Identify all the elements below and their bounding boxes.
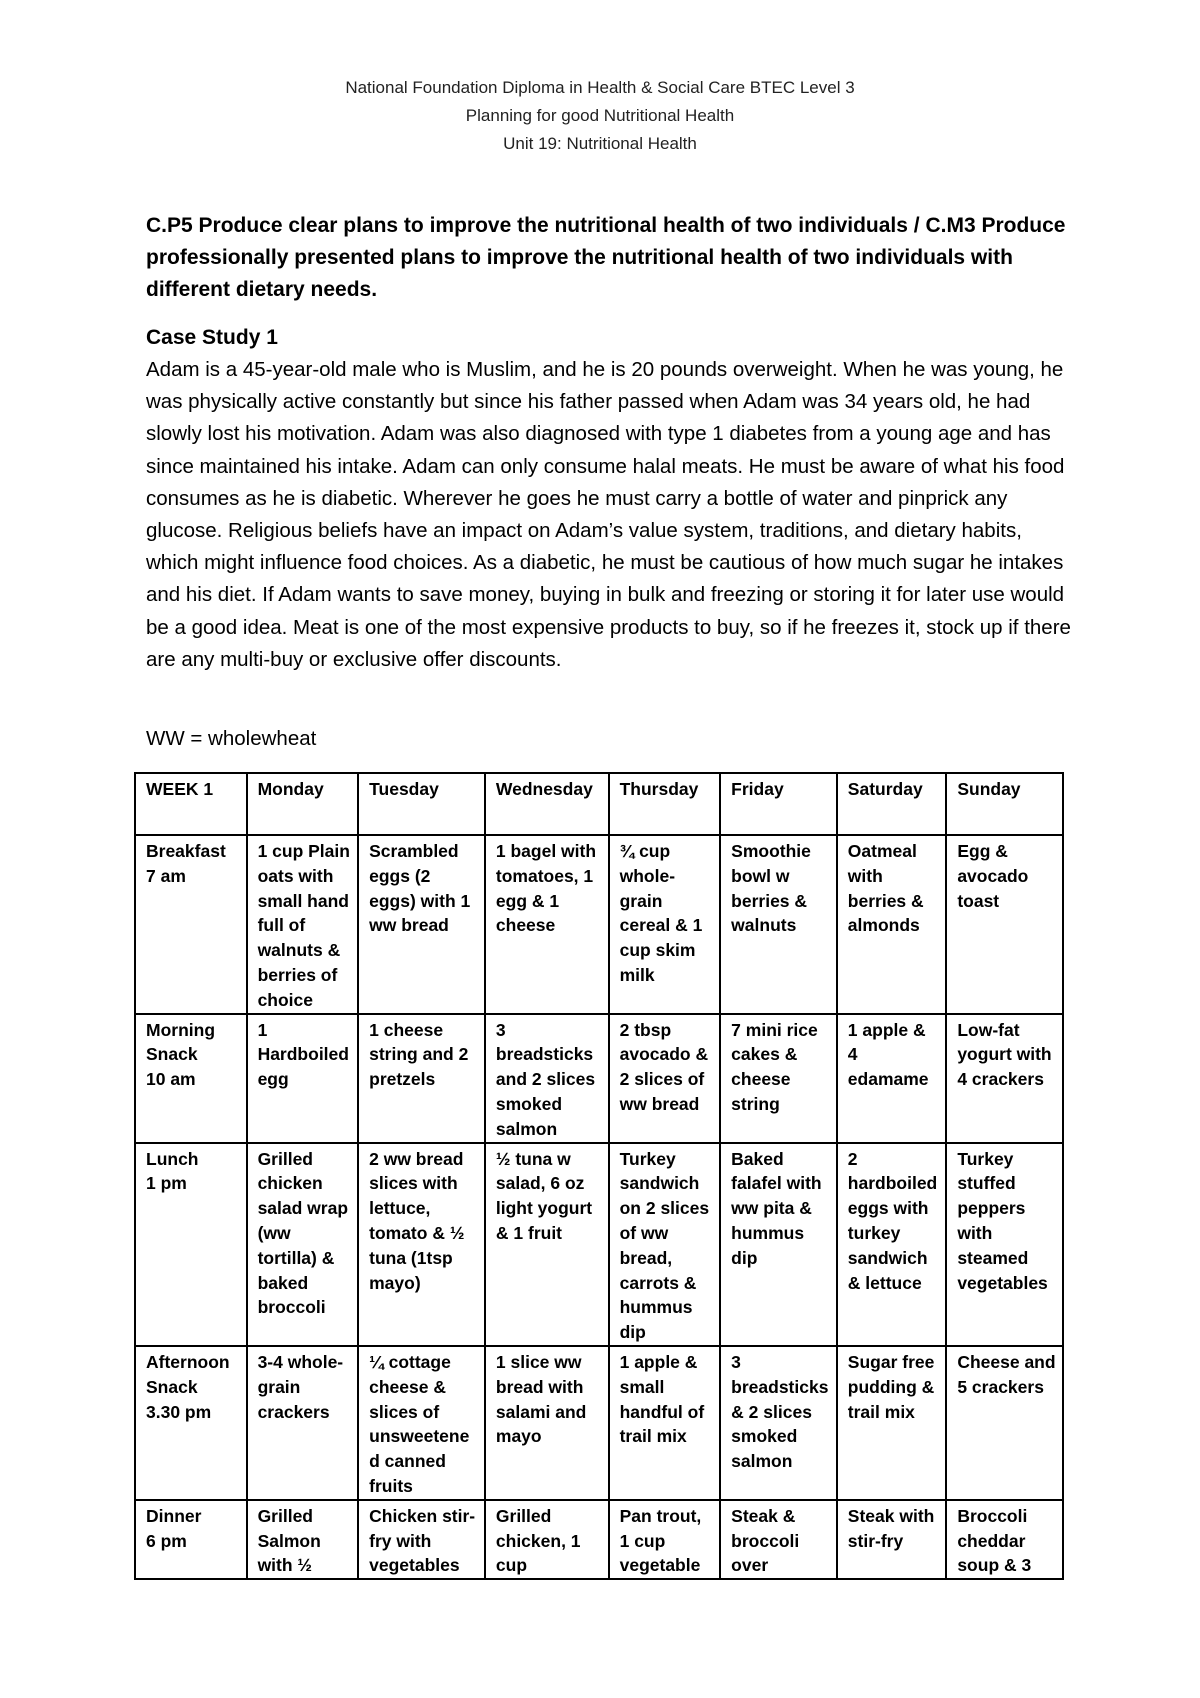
table-cell: 7 mini rice cakes & cheese string bbox=[720, 1014, 837, 1143]
assignment-criteria: C.P5 Produce clear plans to improve the nutritional health of two individuals / C.M3 Produce professionally presented plans to improve the nutritional health of two individuals with different dietary needs. bbox=[146, 214, 1066, 301]
table-cell: 1 Hardboiled egg bbox=[247, 1014, 359, 1143]
meal-label-cell bbox=[135, 1143, 247, 1346]
table-cell: ¼ cottage cheese & slices of unsweetened canned fruits bbox=[358, 1346, 485, 1500]
table-cell: 1 apple & small handful of trail mix bbox=[609, 1346, 721, 1500]
meal-name: Morning Snack bbox=[146, 1019, 216, 1065]
table-cell: 3 breadsticks and 2 slices smoked salmon bbox=[485, 1014, 609, 1143]
table-header-row bbox=[135, 773, 1063, 835]
header-cell: WEEK 1 bbox=[135, 773, 247, 835]
table-cell: Low-fat yogurt with 4 crackers bbox=[946, 1014, 1063, 1143]
table-cell: Grilled chicken salad wrap (ww tortilla) & baked broccoli bbox=[247, 1143, 359, 1346]
table-row bbox=[135, 1014, 1063, 1143]
table-cell: Steak & broccoli over bbox=[720, 1500, 837, 1579]
table-cell: 1 bagel with tomatoes, 1 egg & 1 cheese bbox=[485, 835, 609, 1014]
table-cell: 1 apple & 4 edamame bbox=[837, 1014, 947, 1143]
abbreviation-note: WW = wholewheat bbox=[146, 727, 317, 750]
table-cell: Chicken stir-fry with vegetables bbox=[358, 1500, 485, 1579]
table-cell: 1 cup Plain oats with small hand full of walnuts & berries of choice bbox=[247, 835, 359, 1014]
table-cell: Pan trout, 1 cup vegetable bbox=[609, 1500, 721, 1579]
meal-label-cell bbox=[135, 835, 247, 1014]
meal-label-cell bbox=[135, 1346, 247, 1500]
table-cell: 2 ww bread slices with lettuce, tomato & ½ tuna (1tsp mayo) bbox=[358, 1143, 485, 1346]
table-cell: ¾ cup whole-grain cereal & 1 cup skim milk bbox=[609, 835, 721, 1014]
header-cell: Sunday bbox=[946, 773, 1063, 835]
header-line-1: National Foundation Diploma in Health & Social Care BTEC Level 3 bbox=[345, 78, 855, 97]
header-cell: Saturday bbox=[837, 773, 947, 835]
table-cell: Oatmeal with berries & almonds bbox=[837, 835, 947, 1014]
table-row bbox=[135, 1500, 1063, 1579]
table-cell: 3-4 whole-grain crackers bbox=[247, 1346, 359, 1500]
meal-name: Afternoon Snack bbox=[146, 1351, 230, 1397]
document-header bbox=[0, 74, 1200, 158]
table-cell: Turkey sandwich on 2 slices of ww bread, carrots & hummus dip bbox=[609, 1143, 721, 1346]
table-cell: Baked falafel with ww pita & hummus dip bbox=[720, 1143, 837, 1346]
table-cell: Grilled Salmon with ½ bbox=[247, 1500, 359, 1579]
meal-time: 6 pm bbox=[146, 1530, 187, 1551]
header-line-2: Planning for good Nutritional Health bbox=[465, 106, 735, 125]
table-cell: 1 slice ww bread with salami and mayo bbox=[485, 1346, 609, 1500]
header-line-3: Unit 19: Nutritional Health bbox=[503, 134, 697, 153]
table-cell: Scrambled eggs (2 eggs) with 1 ww bread bbox=[358, 835, 485, 1014]
table-cell: ½ tuna w salad, 6 oz light yogurt & 1 fruit bbox=[485, 1143, 609, 1346]
meal-name: Breakfast bbox=[146, 841, 226, 861]
header-cell: Friday bbox=[720, 773, 837, 835]
table-cell: Smoothie bowl w berries & walnuts bbox=[720, 835, 837, 1014]
table-row bbox=[135, 1346, 1063, 1500]
header-cell: Wednesday bbox=[485, 773, 609, 835]
table-row bbox=[135, 1143, 1063, 1346]
header-cell: Thursday bbox=[609, 773, 721, 835]
meal-name: Lunch bbox=[146, 1148, 199, 1169]
table-cell: Cheese and 5 crackers bbox=[946, 1346, 1063, 1500]
table-cell: 1 cheese string and 2 pretzels bbox=[358, 1014, 485, 1143]
table-cell: 2 hardboiled eggs with turkey sandwich & lettuce bbox=[837, 1143, 947, 1346]
meal-time: 7 am bbox=[146, 865, 186, 886]
meal-label-cell bbox=[135, 1500, 247, 1579]
table-cell: Broccoli cheddar soup & 3 bbox=[946, 1500, 1063, 1579]
table-cell: 2 tbsp avocado & 2 slices of ww bread bbox=[609, 1014, 721, 1143]
meal-time: 3.30 pm bbox=[146, 1401, 212, 1422]
case-study-title: Case Study 1 bbox=[146, 326, 278, 349]
table-cell: Sugar free pudding & trail mix bbox=[837, 1346, 947, 1500]
table-cell: 3 breadsticks & 2 slices smoked salmon bbox=[720, 1346, 837, 1500]
header-cell: Monday bbox=[247, 773, 359, 835]
case-study-text: Adam is a 45-year-old male who is Muslim, and he is 20 pounds overweight. When he was young, he was physically active constantly but since his father passed when Adam was 34 years old, he had slowly lost his motivation. Adam was also diagnosed with type 1 diabetes from a young age and has since maintained his intake. Adam can only consume halal meats. He must be aware of what his food consumes as he is diabetic. Wherever he goes he must carry a bottle of water and pinprick any glucose. Religious beliefs have an impact on Adam’s value system, traditions, and dietary habits, which might influence food choices. As a diabetic, he must be cautious of how much sugar he intakes and his diet. If Adam wants to save money, buying in bulk and freezing or storing it for later use would be a good idea. Meat is one of the most expensive products to buy, so if he freezes it, stock up if there are any multi-buy or exclusive offer discounts. bbox=[146, 358, 1071, 671]
header-cell: Tuesday bbox=[358, 773, 485, 835]
meal-name: Dinner bbox=[146, 1505, 202, 1526]
table-cell: Steak with stir-fry bbox=[837, 1500, 947, 1579]
meal-time: 10 am bbox=[146, 1069, 196, 1090]
meal-time: 1 pm bbox=[146, 1173, 187, 1194]
meal-plan-table bbox=[134, 772, 1064, 1580]
table-cell: Grilled chicken, 1 cup bbox=[485, 1500, 609, 1579]
table-cell: Turkey stuffed peppers with steamed vegetables bbox=[946, 1143, 1063, 1346]
meal-label-cell bbox=[135, 1014, 247, 1143]
table-cell: Egg & avocado toast bbox=[946, 835, 1063, 1014]
table-row bbox=[135, 835, 1063, 1014]
